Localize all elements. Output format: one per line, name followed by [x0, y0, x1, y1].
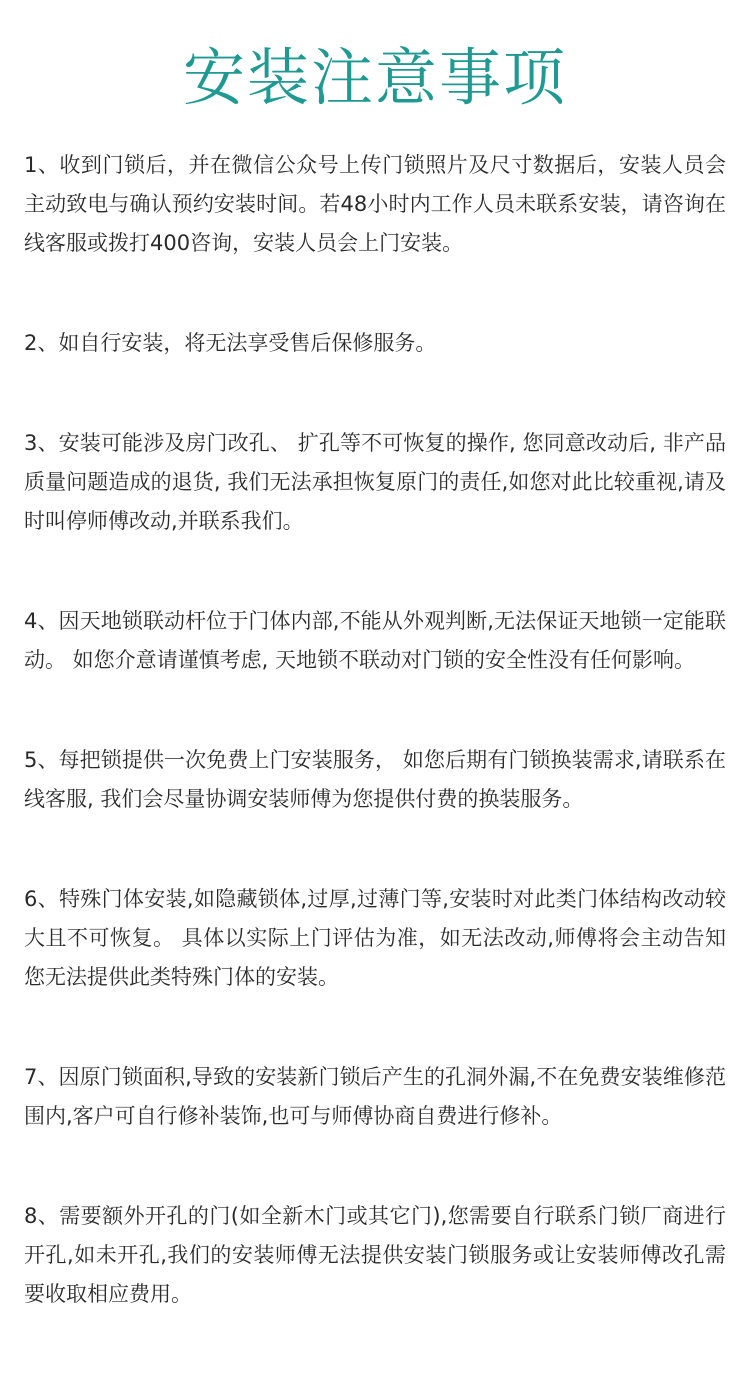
note-item-2: 2、如自行安装，将无法享受售后保修服务。 [24, 331, 437, 355]
note-item-4: 4、因天地锁联动杆位于门体内部,不能从外观判断,无法保证天地锁一定能联动。 如您介意请谨慎考虑, 天地锁不联动对门锁的安全性没有任何影响。 [24, 609, 726, 672]
page-title: 安装注意事项 [182, 41, 567, 114]
note-item-3: 3、安装可能涉及房门改孔、 扩孔等不可恢复的操作, 您同意改动后, 非产品质量问题造成的退货, 我们无法承担恢复原门的责任,如您对此比较重视,请及时叫停师傅改动,并联系我们。 [24, 431, 726, 533]
notes-list [24, 146, 726, 1375]
note-item-8: 8、需要额外开孔的门(如全新木门或其它门),您需要自行联系门锁厂商进行开孔,如未开孔,我们的安装师傅无法提供安装门锁服务或让安装师傅改孔需要收取相应费用。 [24, 1204, 726, 1306]
note-item-1: 1、收到门锁后，并在微信公众号上传门锁照片及尺寸数据后，安装人员会主动致电与确认预约安装时间。若48小时内工作人员未联系安装，请咨询在线客服或拨打400咨询，安装人员会上门安装。 [24, 153, 726, 255]
note-item-7: 7、因原门锁面积,导致的安装新门锁后产生的孔洞外漏,不在免费安装维修范围内,客户可自行修补装饰,也可与师傅协商自费进行修补。 [24, 1065, 726, 1128]
note-item-6: 6、特殊门体安装,如隐藏锁体,过厚,过薄门等,安装时对此类门体结构改动较大且不可恢复。 具体以实际上门评估为准，如无法改动,师傅将会主动告知您无法提供此类特殊门体的安装。 [24, 887, 726, 989]
note-item-5: 5、每把锁提供一次免费上门安装服务， 如您后期有门锁换装需求,请联系在线客服, 我们会尽量协调安装师傅为您提供付费的换装服务。 [24, 748, 726, 811]
